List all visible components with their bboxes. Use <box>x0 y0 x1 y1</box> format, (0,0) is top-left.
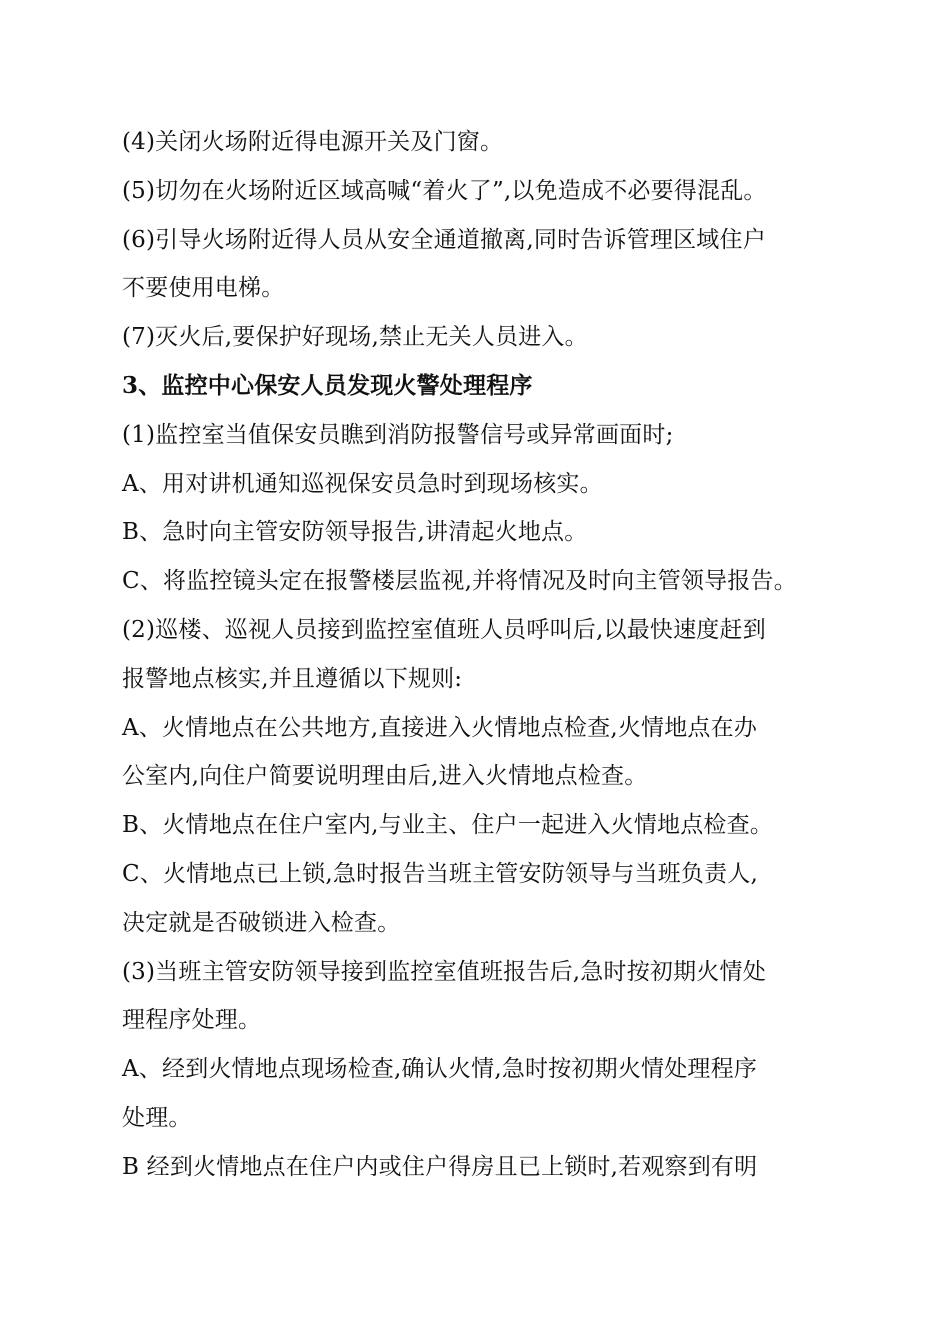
text-line: 处理。 <box>122 1104 192 1131</box>
text-line: 报警地点核实,并且遵循以下规则: <box>122 665 463 692</box>
text-line: 公室内,向住户简要说明理由后,进入火情地点检查。 <box>122 763 648 790</box>
text-line: 决定就是否破锁进入检查。 <box>122 909 401 936</box>
text-line: (1)监控室当值保安员瞧到消防报警信号或异常画面时; <box>122 421 674 448</box>
section-heading: 3、监控中心保安人员发现火警处理程序 <box>122 371 533 399</box>
text-line: B、火情地点在住户室内,与业主、住户一起进入火情地点检查。 <box>122 812 774 839</box>
text-line: A、经到火情地点现场检查,确认火情,急时按初期火情处理程序 <box>122 1056 758 1083</box>
text-line: C、火情地点已上锁,急时报告当班主管安防领导与当班负责人, <box>122 860 759 887</box>
text-line: (7)灭火后,要保护好现场,禁止无关人员进入。 <box>122 324 588 351</box>
text-line: A、用对讲机通知巡视保安员急时到现场核实。 <box>122 470 603 497</box>
text-line: C、将监控镜头定在报警楼层监视,并将情况及时向主管领导报告。 <box>122 568 797 595</box>
document-body <box>122 118 852 1192</box>
text-line: (2)巡楼、巡视人员接到监控室值班人员呼叫后,以最快速度赶到 <box>122 616 766 643</box>
text-line: (5)切勿在火场附近区域高喊“着火了”,以免造成不必要得混乱。 <box>122 177 767 204</box>
text-line: A、火情地点在公共地方,直接进入火情地点检查,火情地点在办 <box>122 714 758 741</box>
text-line: (4)关闭火场附近得电源开关及门窗。 <box>122 129 504 155</box>
text-line: 不要使用电梯。 <box>122 275 285 302</box>
text-line: B、急时向主管安防领导报告,讲清起火地点。 <box>122 519 588 546</box>
text-line: B 经到火情地点在住户内或住户得房且已上锁时,若观察到有明 <box>122 1153 758 1180</box>
text-line: (6)引导火场附近得人员从安全通道撤离,同时告诉管理区域住户 <box>122 226 766 253</box>
text-line: 理程序处理。 <box>122 1007 262 1034</box>
text-line: (3)当班主管安防领导接到监控室值班报告后,急时按初期火情处 <box>122 958 766 985</box>
